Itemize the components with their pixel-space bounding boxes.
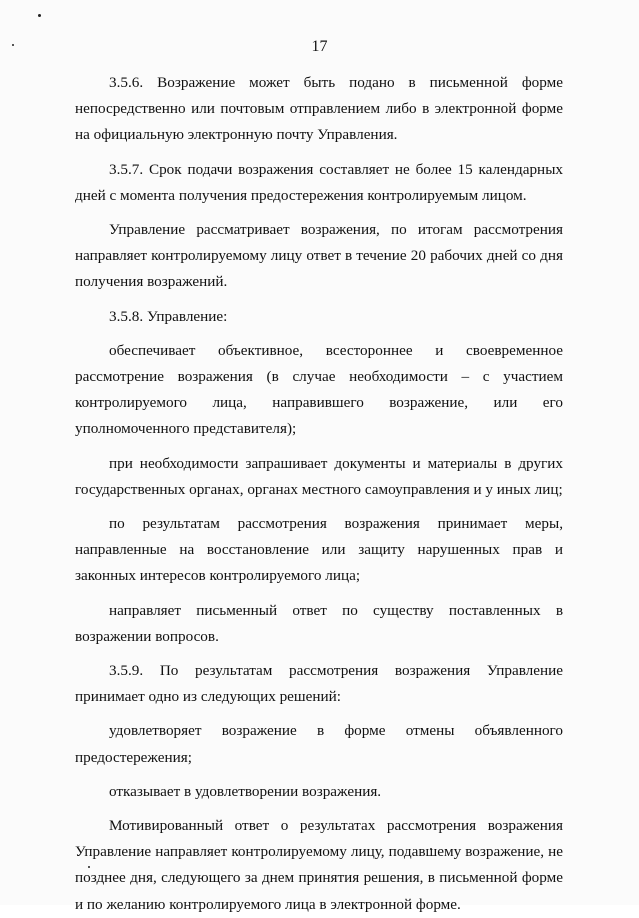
page-number: 17 <box>311 38 328 55</box>
list-item-requests-documents: при необходимости запрашивает документы и материалы в других государственных органах, органах местного самоуправления и у иных лиц; <box>75 454 563 498</box>
list-item-ensures-review: обеспечивает объективное, всестороннее и своевременное рассмотрение возражения (в случае необходимости – с участием контролируемого лица, направившего возражение, или его уполномоченного представителя); <box>75 341 563 438</box>
decision-refuses: отказывает в удовлетворении возражения. <box>109 782 382 800</box>
list-item-takes-measures: по результатам рассмотрения возражения принимает меры, направленные на восстановление или защиту нарушенных прав и законных интересов контролируемого лица; <box>75 515 563 585</box>
paragraph-3-5-6: 3.5.6. Возражение может быть подано в письменной форме непосредственно или почтовым отправлением либо в электронной форме на официальную электронную почту Управления. <box>75 74 563 144</box>
paragraph-3-5-8: 3.5.8. Управление: <box>109 307 228 325</box>
document-body <box>75 70 563 918</box>
paragraph-3-5-7: 3.5.7. Срок подачи возражения составляет не более 15 календарных дней с момента получения предостережения контролируемым лицом. <box>75 160 563 204</box>
paragraph-motivated-answer: Мотивированный ответ о результатах рассмотрения возражения Управление направляет контролируемому лицу, подавшему возражение, не позднее дня, следующего за днем принятия решения, в письменной форме и по желанию контролируемого лица в электронной форме. <box>75 817 563 913</box>
list-item-sends-answer: направляет письменный ответ по существу поставленных в возражении вопросов. <box>75 601 563 645</box>
paragraph-3-5-9: 3.5.9. По результатам рассмотрения возражения Управление принимает одно из следующих решений: <box>75 662 563 706</box>
scan-speck <box>38 14 41 17</box>
decision-satisfies: удовлетворяет возражение в форме отмены объявленного предостережения; <box>75 722 563 766</box>
paragraph-review-objections: Управление рассматривает возражения, по итогам рассмотрения направляет контролируемому лицу ответ в течение 20 рабочих дней со дня получения возражений. <box>75 221 563 291</box>
